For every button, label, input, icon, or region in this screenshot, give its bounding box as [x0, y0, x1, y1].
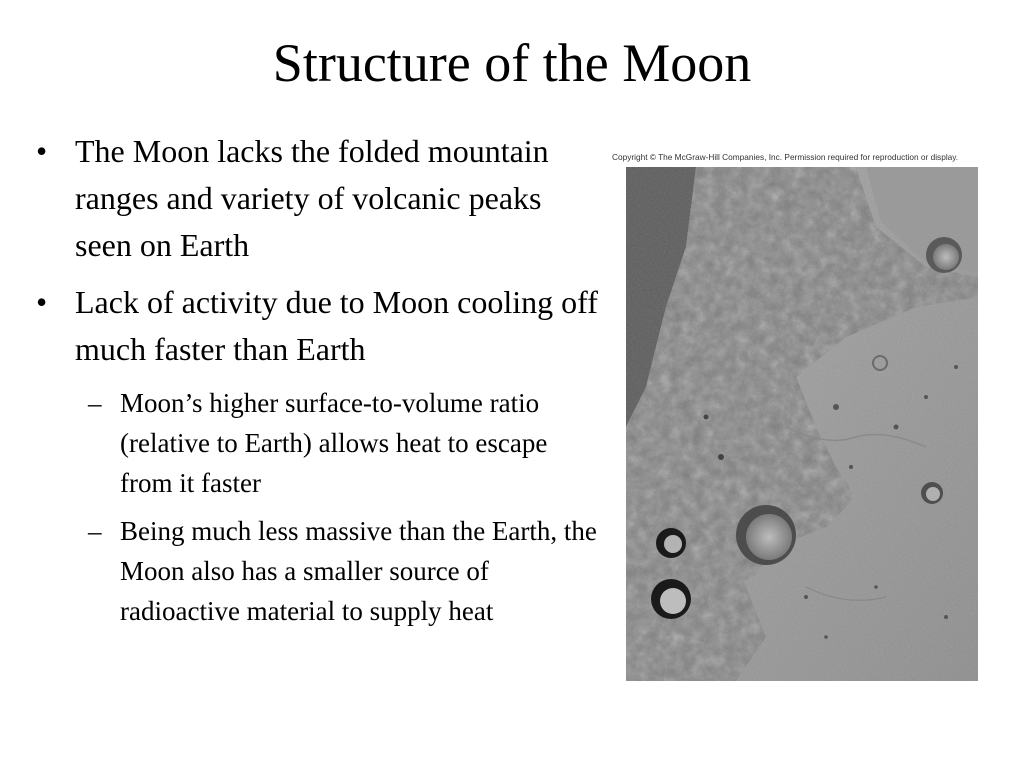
bullet-marker: •	[36, 284, 48, 320]
bullet-text: The Moon lacks the folded mountain ranges and variety of volcanic peaks seen on Earth	[75, 133, 549, 263]
bullet-list	[30, 128, 600, 639]
sub-bullet-text: Moon’s higher surface-to-volume ratio (relative to Earth) allows heat to escape from it faster	[120, 388, 548, 498]
bullet-text: Lack of activity due to Moon cooling off much faster than Earth	[75, 284, 598, 367]
bullet-item	[30, 279, 600, 373]
slide-title: Structure of the Moon	[272, 33, 752, 93]
sub-bullet-item	[30, 383, 600, 503]
bullet-item	[30, 128, 600, 269]
moon-surface-photo	[626, 167, 978, 681]
image-copyright: Copyright © The McGraw-Hill Companies, Inc. Permission required for reproduction or display.	[612, 152, 959, 162]
sub-bullet-marker: –	[88, 388, 102, 418]
sub-bullet-item	[30, 511, 600, 631]
bullet-marker: •	[36, 133, 48, 169]
sub-bullet-marker: –	[88, 516, 102, 546]
sub-bullet-text: Being much less massive than the Earth, the Moon also has a smaller source of radioactive material to supply heat	[120, 516, 597, 626]
